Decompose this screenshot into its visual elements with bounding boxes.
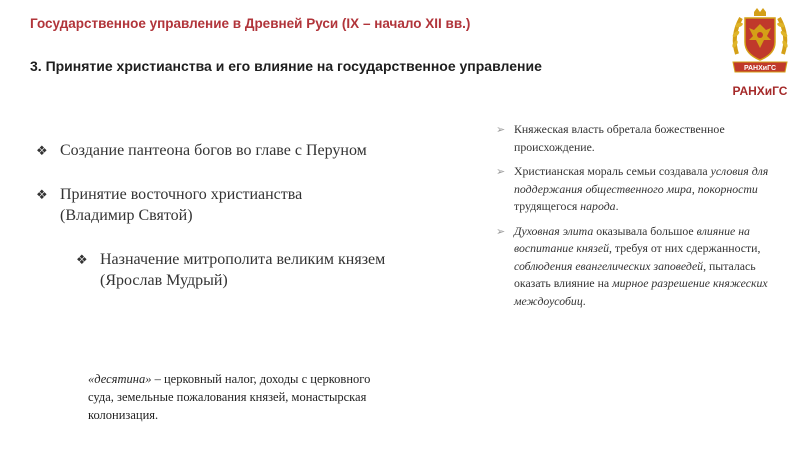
right-bullet-3 [496,223,786,311]
left-subbullet-1 [76,249,456,291]
right-bullet-text: Княжеская власть обретала божественное происхождение. [514,122,725,154]
tithe-note [88,370,378,424]
right-bullet-text: трудящегося [514,199,581,213]
right-bullet-text: Христианская мораль семьи создавала [514,164,711,178]
right-bullet-text: , требуя от них сдержанности, [609,241,761,255]
left-subbullet-text: Назначение митрополита великим князем (Ярослав Мудрый) [100,251,386,289]
right-bullet-text: влияние на воспитание князей [514,223,750,255]
right-bullet-text: Духовная элита [514,223,594,238]
right-bullet-text: оказывала большое [593,223,697,238]
left-bullet-list [36,140,456,314]
diamond-bullet-icon: ❖ [36,143,48,158]
header-title: Государственное управление в Древней Руси (IX – начало XII вв.) [30,16,471,31]
arrow-bullet-icon: ➢ [496,165,506,178]
left-bullet-text: Принятие восточного христианства (Владимир Святой) [60,186,303,224]
right-bullet-text: соблюдения евангелических заповедей [514,258,704,273]
left-bullet-text: Создание пантеона богов во главе с Перуном [60,142,367,159]
right-bullet-list [496,121,786,317]
right-bullet-text: . [615,199,619,213]
arrow-bullet-icon: ➢ [496,123,506,136]
logo-text: РАНХиГС [732,84,788,98]
right-bullet-text: покорности [697,181,758,196]
section-title: 3. Принятие христианства и его влияние на государственное управление [30,58,542,74]
right-bullet-1 [496,121,786,156]
tithe-term: «десятина» [88,372,152,386]
right-bullet-text: народа [580,199,616,213]
diamond-bullet-icon: ❖ [36,187,48,202]
arrow-bullet-icon: ➢ [496,224,506,238]
left-bullet-1 [36,140,456,161]
diamond-bullet-icon: ❖ [76,252,88,267]
tithe-definition: – церковный налог, доходы с церковного суда, земельные пожалования князей, монастырская колонизация. [88,372,371,422]
left-bullet-2 [36,184,456,226]
right-bullet-2 [496,163,786,216]
right-bullet-text: , пыталась оказать влияние на [514,258,756,290]
emblem-crest-icon [725,4,795,82]
right-bullet-text: условия для поддержания общественного мира [514,164,769,196]
right-bullet-text: мирное разрешение княжеских междоусобиц [514,276,768,308]
logo-banner-text: РАНХиГС [743,65,777,72]
right-bullet-text: , [691,181,698,196]
ranepa-logo [725,4,795,108]
right-bullet-text: . [582,293,586,308]
